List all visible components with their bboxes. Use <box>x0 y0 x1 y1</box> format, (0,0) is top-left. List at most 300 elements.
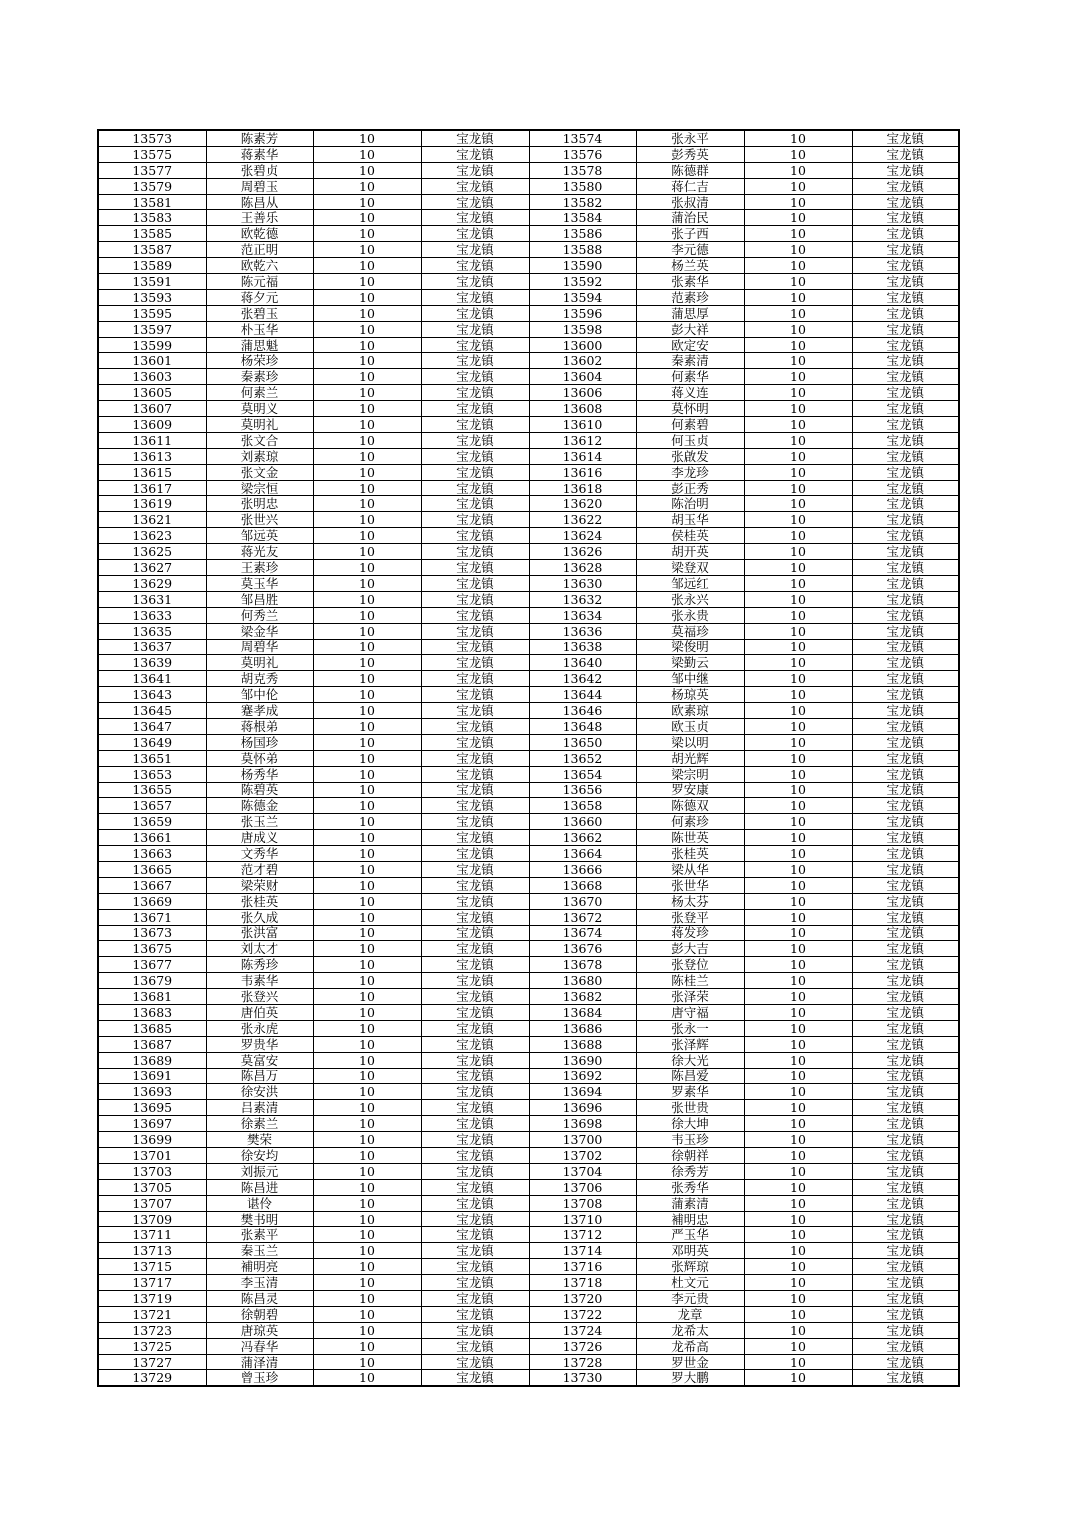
town-cell: 宝龙镇 <box>852 512 959 528</box>
name-cell: 张辉琼 <box>636 1259 744 1275</box>
id-cell: 13694 <box>529 1084 636 1100</box>
name-cell: 周碧华 <box>206 639 313 655</box>
name-cell: 杨太芬 <box>636 893 744 909</box>
id-cell: 13666 <box>529 861 636 877</box>
id-cell: 13634 <box>529 607 636 623</box>
id-cell: 13655 <box>98 782 206 798</box>
town-cell: 宝龙镇 <box>852 877 959 893</box>
table-row <box>98 146 959 162</box>
table-row <box>98 1116 959 1132</box>
town-cell: 宝龙镇 <box>421 528 529 544</box>
id-cell: 13673 <box>98 925 206 941</box>
table-row <box>98 289 959 305</box>
id-cell: 13642 <box>529 671 636 687</box>
amount-cell: 10 <box>313 1243 421 1259</box>
amount-cell: 10 <box>313 591 421 607</box>
name-cell: 张碧玉 <box>206 305 313 321</box>
id-cell: 13606 <box>529 385 636 401</box>
amount-cell: 10 <box>744 305 852 321</box>
name-cell: 王素珍 <box>206 560 313 576</box>
town-cell: 宝龙镇 <box>852 178 959 194</box>
name-cell: 徐大坤 <box>636 1116 744 1132</box>
id-cell: 13632 <box>529 591 636 607</box>
town-cell: 宝龙镇 <box>421 401 529 417</box>
amount-cell: 10 <box>744 782 852 798</box>
id-cell: 13658 <box>529 798 636 814</box>
table-row <box>98 448 959 464</box>
town-cell: 宝龙镇 <box>852 464 959 480</box>
amount-cell: 10 <box>313 226 421 242</box>
amount-cell: 10 <box>744 1100 852 1116</box>
amount-cell: 10 <box>744 242 852 258</box>
town-cell: 宝龙镇 <box>421 1227 529 1243</box>
id-cell: 13630 <box>529 575 636 591</box>
name-cell: 徐朝碧 <box>206 1306 313 1322</box>
town-cell: 宝龙镇 <box>852 1132 959 1148</box>
amount-cell: 10 <box>313 830 421 846</box>
table-row <box>98 877 959 893</box>
id-cell: 13585 <box>98 226 206 242</box>
table-row <box>98 766 959 782</box>
id-cell: 13577 <box>98 162 206 178</box>
amount-cell: 10 <box>744 480 852 496</box>
id-cell: 13590 <box>529 258 636 274</box>
town-cell: 宝龙镇 <box>421 877 529 893</box>
name-cell: 张碧贞 <box>206 162 313 178</box>
id-cell: 13578 <box>529 162 636 178</box>
town-cell: 宝龙镇 <box>421 1275 529 1291</box>
town-cell: 宝龙镇 <box>421 607 529 623</box>
amount-cell: 10 <box>744 353 852 369</box>
name-cell: 张洪富 <box>206 925 313 941</box>
town-cell: 宝龙镇 <box>421 989 529 1005</box>
id-cell: 13586 <box>529 226 636 242</box>
name-cell: 陈昌进 <box>206 1179 313 1195</box>
town-cell: 宝龙镇 <box>421 480 529 496</box>
amount-cell: 10 <box>744 464 852 480</box>
amount-cell: 10 <box>313 417 421 433</box>
amount-cell: 10 <box>313 401 421 417</box>
town-cell: 宝龙镇 <box>852 321 959 337</box>
amount-cell: 10 <box>313 718 421 734</box>
table-row <box>98 194 959 210</box>
table-row <box>98 178 959 194</box>
name-cell: 龙章 <box>636 1306 744 1322</box>
id-cell: 13663 <box>98 846 206 862</box>
town-cell: 宝龙镇 <box>852 528 959 544</box>
name-cell: 罗大鹏 <box>636 1370 744 1386</box>
id-cell: 13597 <box>98 321 206 337</box>
name-cell: 蹇孝成 <box>206 703 313 719</box>
table-row <box>98 432 959 448</box>
name-cell: 莫明礼 <box>206 655 313 671</box>
id-cell: 13592 <box>529 274 636 290</box>
name-cell: 陈昌灵 <box>206 1291 313 1307</box>
amount-cell: 10 <box>744 957 852 973</box>
table-row <box>98 941 959 957</box>
id-cell: 13650 <box>529 734 636 750</box>
amount-cell: 10 <box>744 178 852 194</box>
town-cell: 宝龙镇 <box>852 194 959 210</box>
id-cell: 13726 <box>529 1338 636 1354</box>
id-cell: 13646 <box>529 703 636 719</box>
town-cell: 宝龙镇 <box>421 448 529 464</box>
amount-cell: 10 <box>313 560 421 576</box>
id-cell: 13704 <box>529 1163 636 1179</box>
amount-cell: 10 <box>313 1370 421 1386</box>
town-cell: 宝龙镇 <box>852 575 959 591</box>
id-cell: 13608 <box>529 401 636 417</box>
town-cell: 宝龙镇 <box>852 591 959 607</box>
amount-cell: 10 <box>313 941 421 957</box>
name-cell: 秦玉兰 <box>206 1243 313 1259</box>
table-row <box>98 1306 959 1322</box>
town-cell: 宝龙镇 <box>421 671 529 687</box>
table-row <box>98 1211 959 1227</box>
name-cell: 唐琼英 <box>206 1322 313 1338</box>
amount-cell: 10 <box>313 814 421 830</box>
table-row <box>98 1163 959 1179</box>
town-cell: 宝龙镇 <box>852 1004 959 1020</box>
town-cell: 宝龙镇 <box>852 718 959 734</box>
amount-cell: 10 <box>744 289 852 305</box>
table-row <box>98 1227 959 1243</box>
amount-cell: 10 <box>744 162 852 178</box>
amount-cell: 10 <box>744 1354 852 1370</box>
name-cell: 徐安均 <box>206 1148 313 1164</box>
id-cell: 13593 <box>98 289 206 305</box>
name-cell: 朴玉华 <box>206 321 313 337</box>
table-row <box>98 401 959 417</box>
name-cell: 蒋仁吉 <box>636 178 744 194</box>
town-cell: 宝龙镇 <box>421 289 529 305</box>
name-cell: 莫明义 <box>206 401 313 417</box>
name-cell: 张秀华 <box>636 1179 744 1195</box>
table-row <box>98 957 959 973</box>
id-cell: 13680 <box>529 973 636 989</box>
amount-cell: 10 <box>313 1354 421 1370</box>
town-cell: 宝龙镇 <box>852 1148 959 1164</box>
name-cell: 邹昌胜 <box>206 591 313 607</box>
id-cell: 13675 <box>98 941 206 957</box>
town-cell: 宝龙镇 <box>421 1020 529 1036</box>
town-cell: 宝龙镇 <box>852 1084 959 1100</box>
id-cell: 13591 <box>98 274 206 290</box>
table-row <box>98 560 959 576</box>
town-cell: 宝龙镇 <box>852 1068 959 1084</box>
amount-cell: 10 <box>744 655 852 671</box>
amount-cell: 10 <box>313 385 421 401</box>
town-cell: 宝龙镇 <box>852 369 959 385</box>
town-cell: 宝龙镇 <box>852 385 959 401</box>
name-cell: 李元贵 <box>636 1291 744 1307</box>
town-cell: 宝龙镇 <box>852 242 959 258</box>
table-row <box>98 1370 959 1386</box>
town-cell: 宝龙镇 <box>421 464 529 480</box>
amount-cell: 10 <box>313 989 421 1005</box>
amount-cell: 10 <box>744 909 852 925</box>
id-cell: 13686 <box>529 1020 636 1036</box>
town-cell: 宝龙镇 <box>421 353 529 369</box>
town-cell: 宝龙镇 <box>852 814 959 830</box>
table-row <box>98 846 959 862</box>
town-cell: 宝龙镇 <box>421 1116 529 1132</box>
town-cell: 宝龙镇 <box>421 560 529 576</box>
amount-cell: 10 <box>313 798 421 814</box>
name-cell: 侯桂英 <box>636 528 744 544</box>
amount-cell: 10 <box>313 1020 421 1036</box>
id-cell: 13669 <box>98 893 206 909</box>
amount-cell: 10 <box>313 607 421 623</box>
town-cell: 宝龙镇 <box>852 1052 959 1068</box>
amount-cell: 10 <box>744 1020 852 1036</box>
id-cell: 13717 <box>98 1275 206 1291</box>
id-cell: 13730 <box>529 1370 636 1386</box>
amount-cell: 10 <box>744 734 852 750</box>
town-cell: 宝龙镇 <box>852 162 959 178</box>
town-cell: 宝龙镇 <box>421 1291 529 1307</box>
name-cell: 陈德双 <box>636 798 744 814</box>
id-cell: 13610 <box>529 417 636 433</box>
amount-cell: 10 <box>744 1084 852 1100</box>
id-cell: 13583 <box>98 210 206 226</box>
id-cell: 13636 <box>529 623 636 639</box>
id-cell: 13713 <box>98 1243 206 1259</box>
name-cell: 范才碧 <box>206 861 313 877</box>
id-cell: 13674 <box>529 925 636 941</box>
id-cell: 13716 <box>529 1259 636 1275</box>
amount-cell: 10 <box>744 146 852 162</box>
town-cell: 宝龙镇 <box>421 1163 529 1179</box>
name-cell: 范正明 <box>206 242 313 258</box>
name-cell: 张啟发 <box>636 448 744 464</box>
id-cell: 13581 <box>98 194 206 210</box>
id-cell: 13696 <box>529 1100 636 1116</box>
id-cell: 13603 <box>98 369 206 385</box>
town-cell: 宝龙镇 <box>852 289 959 305</box>
id-cell: 13627 <box>98 560 206 576</box>
id-cell: 13576 <box>529 146 636 162</box>
name-cell: 莫明礼 <box>206 417 313 433</box>
town-cell: 宝龙镇 <box>421 639 529 655</box>
amount-cell: 10 <box>744 528 852 544</box>
id-cell: 13607 <box>98 401 206 417</box>
town-cell: 宝龙镇 <box>421 1243 529 1259</box>
id-cell: 13641 <box>98 671 206 687</box>
amount-cell: 10 <box>313 512 421 528</box>
id-cell: 13693 <box>98 1084 206 1100</box>
town-cell: 宝龙镇 <box>421 734 529 750</box>
id-cell: 13688 <box>529 1036 636 1052</box>
amount-cell: 10 <box>313 1004 421 1020</box>
id-cell: 13677 <box>98 957 206 973</box>
name-cell: 陈碧英 <box>206 782 313 798</box>
amount-cell: 10 <box>313 575 421 591</box>
town-cell: 宝龙镇 <box>421 1004 529 1020</box>
id-cell: 13595 <box>98 305 206 321</box>
name-cell: 张久成 <box>206 909 313 925</box>
name-cell: 欧乾六 <box>206 258 313 274</box>
id-cell: 13602 <box>529 353 636 369</box>
table-row <box>98 417 959 433</box>
id-cell: 13598 <box>529 321 636 337</box>
amount-cell: 10 <box>313 448 421 464</box>
name-cell: 樊荣 <box>206 1132 313 1148</box>
id-cell: 13701 <box>98 1148 206 1164</box>
id-cell: 13619 <box>98 496 206 512</box>
table-row <box>98 1036 959 1052</box>
town-cell: 宝龙镇 <box>421 798 529 814</box>
name-cell: 张素平 <box>206 1227 313 1243</box>
amount-cell: 10 <box>313 178 421 194</box>
name-cell: 何素华 <box>636 369 744 385</box>
table-row <box>98 1275 959 1291</box>
id-cell: 13684 <box>529 1004 636 1020</box>
town-cell: 宝龙镇 <box>421 385 529 401</box>
name-cell: 杜文元 <box>636 1275 744 1291</box>
amount-cell: 10 <box>313 1084 421 1100</box>
name-cell: 陈素芳 <box>206 130 313 146</box>
name-cell: 唐伯英 <box>206 1004 313 1020</box>
id-cell: 13622 <box>529 512 636 528</box>
town-cell: 宝龙镇 <box>852 734 959 750</box>
id-cell: 13640 <box>529 655 636 671</box>
town-cell: 宝龙镇 <box>852 909 959 925</box>
town-cell: 宝龙镇 <box>852 1354 959 1370</box>
amount-cell: 10 <box>744 750 852 766</box>
id-cell: 13703 <box>98 1163 206 1179</box>
town-cell: 宝龙镇 <box>421 369 529 385</box>
name-cell: 蒲素清 <box>636 1195 744 1211</box>
amount-cell: 10 <box>313 337 421 353</box>
table-row <box>98 337 959 353</box>
table-row <box>98 1068 959 1084</box>
name-cell: 胡克秀 <box>206 671 313 687</box>
name-cell: 邓明英 <box>636 1243 744 1259</box>
amount-cell: 10 <box>313 210 421 226</box>
town-cell: 宝龙镇 <box>852 957 959 973</box>
name-cell: 张叔清 <box>636 194 744 210</box>
id-cell: 13620 <box>529 496 636 512</box>
name-cell: 梁荣财 <box>206 877 313 893</box>
town-cell: 宝龙镇 <box>852 893 959 909</box>
town-cell: 宝龙镇 <box>852 480 959 496</box>
amount-cell: 10 <box>313 1227 421 1243</box>
amount-cell: 10 <box>744 448 852 464</box>
id-cell: 13609 <box>98 417 206 433</box>
id-cell: 13626 <box>529 544 636 560</box>
amount-cell: 10 <box>313 544 421 560</box>
name-cell: 蒲治民 <box>636 210 744 226</box>
amount-cell: 10 <box>313 480 421 496</box>
id-cell: 13728 <box>529 1354 636 1370</box>
table-row <box>98 1020 959 1036</box>
table-row <box>98 369 959 385</box>
roster-table <box>97 129 960 1387</box>
town-cell: 宝龙镇 <box>421 893 529 909</box>
id-cell: 13612 <box>529 432 636 448</box>
town-cell: 宝龙镇 <box>421 1052 529 1068</box>
town-cell: 宝龙镇 <box>852 655 959 671</box>
id-cell: 13647 <box>98 718 206 734</box>
id-cell: 13678 <box>529 957 636 973</box>
name-cell: 张世兴 <box>206 512 313 528</box>
id-cell: 13700 <box>529 1132 636 1148</box>
id-cell: 13584 <box>529 210 636 226</box>
amount-cell: 10 <box>744 512 852 528</box>
town-cell: 宝龙镇 <box>421 591 529 607</box>
id-cell: 13727 <box>98 1354 206 1370</box>
name-cell: 陈治明 <box>636 496 744 512</box>
town-cell: 宝龙镇 <box>421 687 529 703</box>
town-cell: 宝龙镇 <box>852 973 959 989</box>
amount-cell: 10 <box>313 1179 421 1195</box>
name-cell: 陈德群 <box>636 162 744 178</box>
name-cell: 徐素兰 <box>206 1116 313 1132</box>
town-cell: 宝龙镇 <box>852 1370 959 1386</box>
amount-cell: 10 <box>744 1116 852 1132</box>
name-cell: 张永平 <box>636 130 744 146</box>
id-cell: 13625 <box>98 544 206 560</box>
amount-cell: 10 <box>313 1100 421 1116</box>
amount-cell: 10 <box>313 1052 421 1068</box>
table-row <box>98 734 959 750</box>
table-row <box>98 496 959 512</box>
name-cell: 杨兰英 <box>636 258 744 274</box>
id-cell: 13718 <box>529 1275 636 1291</box>
name-cell: 陈德金 <box>206 798 313 814</box>
amount-cell: 10 <box>313 1116 421 1132</box>
id-cell: 13724 <box>529 1322 636 1338</box>
amount-cell: 10 <box>744 607 852 623</box>
table-row <box>98 1179 959 1195</box>
amount-cell: 10 <box>744 925 852 941</box>
town-cell: 宝龙镇 <box>421 226 529 242</box>
table-row <box>98 1338 959 1354</box>
amount-cell: 10 <box>744 496 852 512</box>
name-cell: 龙希太 <box>636 1322 744 1338</box>
id-cell: 13638 <box>529 639 636 655</box>
table-row <box>98 989 959 1005</box>
amount-cell: 10 <box>313 1148 421 1164</box>
name-cell: 莫福珍 <box>636 623 744 639</box>
amount-cell: 10 <box>744 560 852 576</box>
name-cell: 何素兰 <box>206 385 313 401</box>
id-cell: 13661 <box>98 830 206 846</box>
name-cell: 梁金华 <box>206 623 313 639</box>
id-cell: 13679 <box>98 973 206 989</box>
table-row <box>98 512 959 528</box>
name-cell: 张登位 <box>636 957 744 973</box>
name-cell: 杨琼英 <box>636 687 744 703</box>
amount-cell: 10 <box>744 766 852 782</box>
id-cell: 13667 <box>98 877 206 893</box>
amount-cell: 10 <box>313 734 421 750</box>
amount-cell: 10 <box>744 703 852 719</box>
id-cell: 13618 <box>529 480 636 496</box>
town-cell: 宝龙镇 <box>852 607 959 623</box>
id-cell: 13624 <box>529 528 636 544</box>
id-cell: 13582 <box>529 194 636 210</box>
amount-cell: 10 <box>744 1322 852 1338</box>
amount-cell: 10 <box>744 1068 852 1084</box>
table-row <box>98 226 959 242</box>
table-row <box>98 782 959 798</box>
amount-cell: 10 <box>744 575 852 591</box>
name-cell: 胡玉华 <box>636 512 744 528</box>
id-cell: 13637 <box>98 639 206 655</box>
town-cell: 宝龙镇 <box>421 146 529 162</box>
